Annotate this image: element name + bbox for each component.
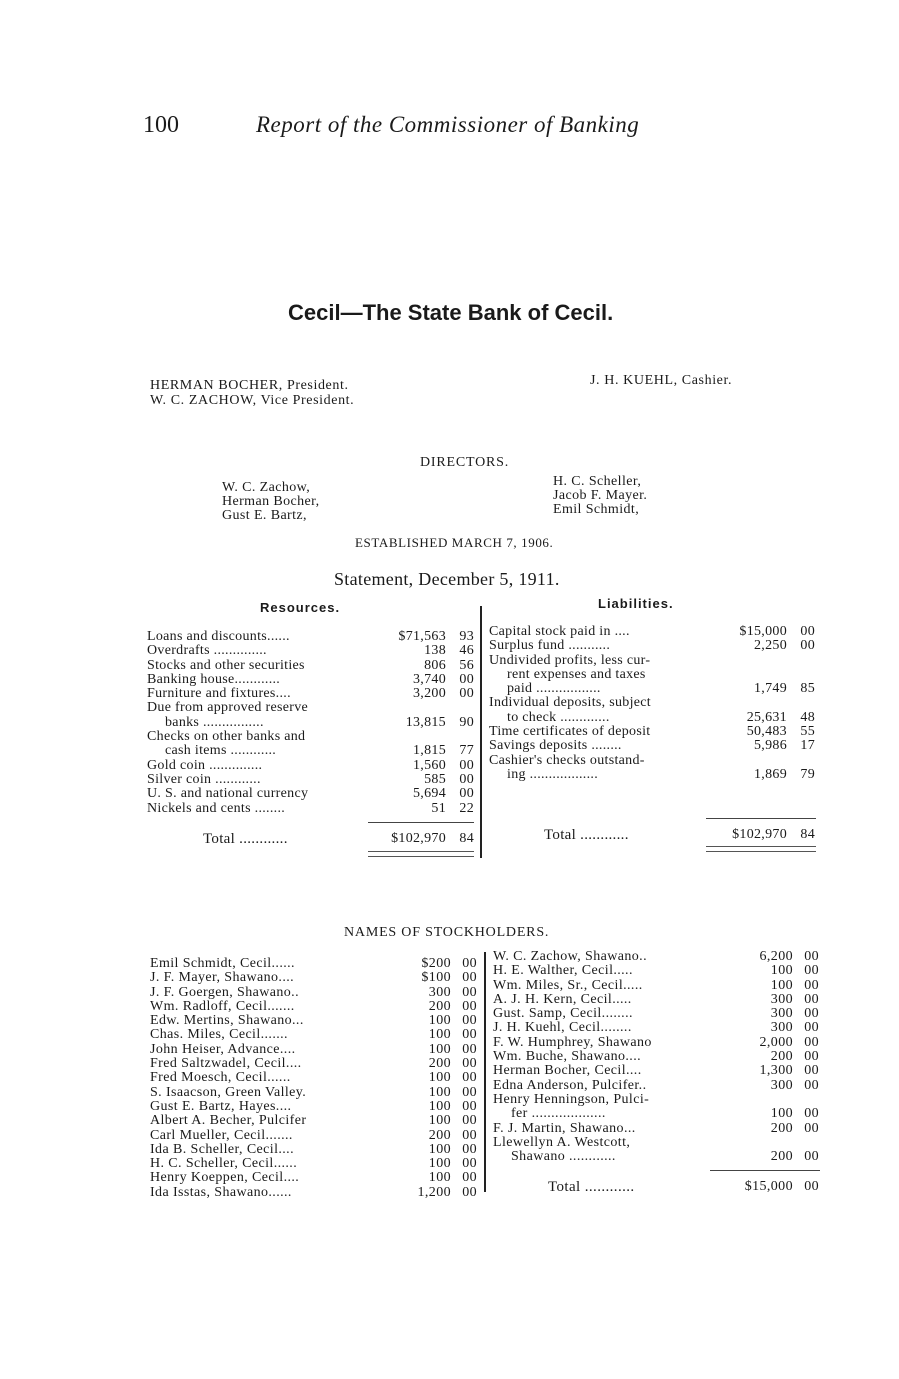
resource-row: Stocks and other securities 806 56 (147, 657, 474, 673)
directors-heading: DIRECTORS. (420, 455, 510, 470)
director-name: Herman Bocher, (222, 494, 320, 509)
stockholder-row: Wm. Miles, Sr., Cecil..... 100 00 (493, 977, 819, 993)
stockholder-row: Edna Anderson, Pulcifer.. 300 00 (493, 1077, 819, 1093)
stockholders-heading: NAMES OF STOCKHOLDERS. (344, 925, 550, 940)
liability-row: Surplus fund ........... 2,250 00 (489, 638, 815, 654)
directors-left (222, 481, 320, 523)
double-rule (368, 851, 474, 857)
liabilities-heading: Liabilities. (598, 596, 674, 611)
stockholder-row: Fred Saltzwadel, Cecil.... 200 00 (150, 1056, 477, 1072)
stockholder-row: Fred Moesch, Cecil...... 100 00 (150, 1070, 477, 1086)
stockholder-row: Chas. Miles, Cecil....... 100 00 (150, 1027, 477, 1043)
stockholder-row: H. E. Walther, Cecil..... 100 00 (493, 963, 819, 979)
resource-row: Nickels and cents ........ 51 22 (147, 800, 474, 816)
stockholder-row: Henry Koeppen, Cecil.... 100 00 (150, 1170, 477, 1186)
column-divider (480, 606, 482, 858)
liability-row: Time certificates of deposit 50,483 55 (489, 724, 815, 740)
liabilities-table (489, 625, 815, 782)
resource-row: Furniture and fixtures.... 3,200 00 (147, 686, 474, 702)
liabilities-total (489, 828, 815, 842)
officer-cashier: J. H. KUEHL, Cashier. (590, 373, 733, 388)
stockholder-row: F. W. Humphrey, Shawano 2,000 00 (493, 1034, 819, 1050)
stockholder-row: Gust. Samp, Cecil........ 300 00 (493, 1006, 819, 1022)
resources-table (147, 630, 474, 816)
liability-row: Savings deposits ........ 5,986 17 (489, 738, 815, 754)
resource-row: Silver coin ............ 585 00 (147, 771, 474, 787)
director-name: Emil Schmidt, (553, 502, 640, 517)
page-number: 100 (143, 112, 179, 138)
total-rule (710, 1170, 820, 1171)
stockholder-row: J. H. Kuehl, Cecil........ 300 00 (493, 1020, 819, 1036)
director-name: H. C. Scheller, (553, 474, 642, 489)
liability-row: rent expenses and taxes (507, 666, 646, 682)
stockholder-row: Emil Schmidt, Cecil...... $200 00 (150, 956, 477, 971)
stockholder-row: John Heiser, Advance.... 100 00 (150, 1041, 477, 1057)
stockholder-row: Gust E. Bartz, Hayes.... 100 00 (150, 1098, 477, 1114)
stockholder-row: Ida Isstas, Shawano...... 1,200 00 (150, 1184, 477, 1200)
stockholders-right (493, 950, 819, 1164)
stockholder-row: J. F. Mayer, Shawano.... $100 00 (150, 970, 477, 986)
resource-row: banks ................ 13,815 90 (165, 714, 474, 730)
liability-row: ing .................. 1,869 79 (507, 766, 815, 782)
stockholder-row: Albert A. Becher, Pulcifer 100 00 (150, 1113, 477, 1129)
liability-row: Undivided profits, less cur- (489, 652, 651, 668)
statement-title: Statement, December 5, 1911. (334, 569, 560, 589)
stockholder-row: H. C. Scheller, Cecil...... 100 00 (150, 1156, 477, 1172)
resource-row: Loans and discounts...... $71,563 93 (147, 629, 474, 644)
total-rule (368, 822, 474, 823)
directors-right (553, 475, 647, 517)
stockholder-row: Herman Bocher, Cecil.... 1,300 00 (493, 1063, 819, 1079)
liability-row: to check ............. 25,631 48 (507, 709, 815, 725)
stockholder-row: fer ................... 100 00 (511, 1106, 819, 1122)
liability-row: paid ................. 1,749 85 (507, 681, 815, 697)
resource-row: Overdrafts .............. 138 46 (147, 643, 474, 659)
stockholders-total-row: Total ............ $15,000 00 (548, 1179, 819, 1195)
director-name: Gust E. Bartz, (222, 508, 307, 523)
stockholder-row: Wm. Radloff, Cecil....... 200 00 (150, 998, 477, 1014)
double-rule (706, 846, 816, 852)
stockholder-row: Henry Henningson, Pulci- (493, 1091, 650, 1107)
stockholder-row: W. C. Zachow, Shawano.. 6,200 00 (493, 949, 819, 964)
stockholder-row: A. J. H. Kern, Cecil..... 300 00 (493, 991, 819, 1007)
stockholders-left (150, 957, 477, 1200)
stockholder-row: F. J. Martin, Shawano... 200 00 (493, 1120, 819, 1136)
resource-row: cash items ............ 1,815 77 (165, 743, 474, 759)
liability-row: Capital stock paid in .... $15,000 00 (489, 624, 815, 639)
bank-title: Cecil—The State Bank of Cecil. (288, 300, 614, 325)
stockholder-row: J. F. Goergen, Shawano.. 300 00 (150, 984, 477, 1000)
resource-row: Banking house............ 3,740 00 (147, 671, 474, 687)
stockholder-row: Wm. Buche, Shawano.... 200 00 (493, 1049, 819, 1065)
stockholder-row: Edw. Mertins, Shawano... 100 00 (150, 1013, 477, 1029)
running-title: Report of the Commissioner of Banking (256, 112, 640, 137)
total-rule (706, 818, 816, 819)
column-divider (484, 952, 486, 1192)
resources-total (147, 832, 474, 846)
liability-row: Cashier's checks outstand- (489, 752, 645, 768)
director-name: Jacob F. Mayer. (553, 488, 648, 503)
liabilities-total-row: Total ............ $102,970 84 (544, 827, 815, 843)
stockholder-row: S. Isaacson, Green Valley. 100 00 (150, 1084, 477, 1100)
resources-heading: Resources. (260, 600, 341, 615)
resource-row: U. S. and national currency 5,694 00 (147, 786, 474, 802)
stockholder-row: Carl Mueller, Cecil....... 200 00 (150, 1127, 477, 1143)
director-name: W. C. Zachow, (222, 480, 311, 495)
resource-row: Checks on other banks and (147, 729, 306, 745)
stockholders-total (493, 1180, 819, 1194)
established-date: ESTABLISHED MARCH 7, 1906. (355, 535, 554, 550)
officer-vice-president: W. C. ZACHOW, Vice President. (150, 393, 355, 408)
liability-row: Individual deposits, subject (489, 695, 651, 711)
stockholder-row: Shawano ............ 200 00 (511, 1149, 819, 1165)
officer-president: HERMAN BOCHER, President. (150, 378, 349, 393)
resource-row: Gold coin .............. 1,560 00 (147, 757, 474, 773)
resources-total-row: Total ............ $102,970 84 (203, 831, 474, 847)
stockholder-row: Llewellyn A. Westcott, (493, 1134, 631, 1150)
resource-row: Due from approved reserve (147, 700, 309, 716)
stockholder-row: Ida B. Scheller, Cecil.... 100 00 (150, 1141, 477, 1157)
